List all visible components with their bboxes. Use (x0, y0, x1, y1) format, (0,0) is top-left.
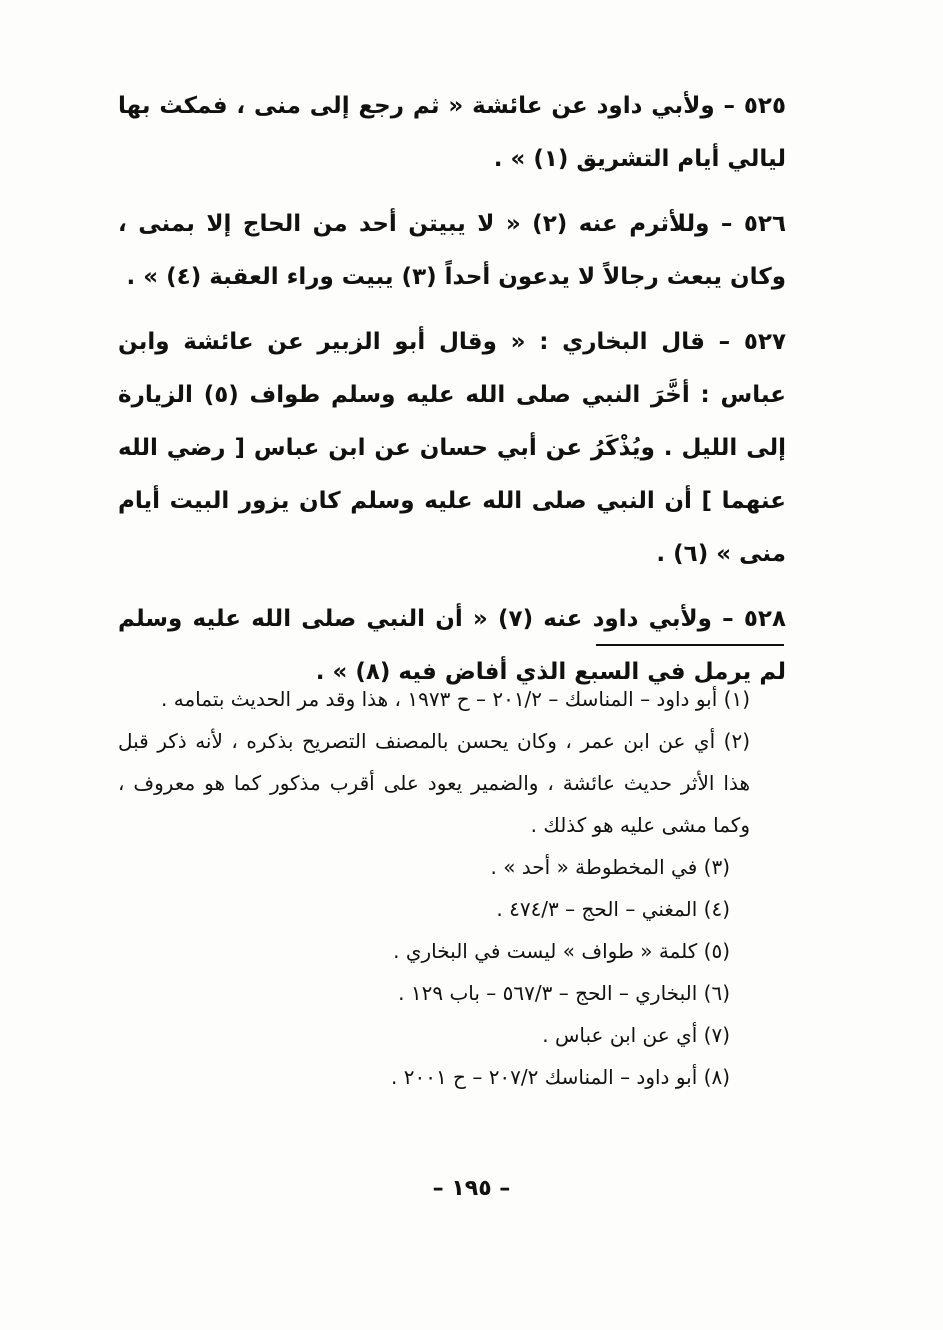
hadith-paragraph-528: ٥٢٨ – ولأبي داود عنه (٧) « أن النبي صلى الله عليه وسلم لم يرمل في السبع الذي أفاض فيه (٨) » . (118, 606, 786, 685)
footnotes (118, 678, 786, 1098)
footnote-5: (٥) كلمة « طواف » ليست في البخاري . (393, 939, 730, 963)
footnote-6: (٦) البخاري – الحج – ٥٦٧/٣ – باب ١٢٩ . (398, 981, 730, 1005)
footnote-1: (١) أبو داود – المناسك – ٢٠١/٢ – ح ١٩٧٣ ، هذا وقد مر الحديث بتمامه . (161, 687, 750, 711)
footnote-4: (٤) المغني – الحج – ٤٧٤/٣ . (496, 897, 730, 921)
footnote-2: (٢) أي عن ابن عمر ، وكان يحسن بالمصنف التصريح بذكره ، لأنه ذكر قبل هذا الأثر حديث عائشة ، والضمير يعود على أقرب مذكور كما هو معروف ، وكما مشى عليه هو كذلك . (118, 729, 750, 837)
hadith-paragraph-527: ٥٢٧ – قال البخاري : « وقال أبو الزبير عن عائشة وابن عباس : أخَّرَ النبي صلى الله عليه وسلم طواف (٥) الزيارة إلى الليل . ويُذْكَرُ عن أبي حسان عن ابن عباس [ رضي الله عنهما ] أن النبي صلى الله عليه وسلم كان يزور البيت أيام منى » (٦) . (118, 329, 786, 567)
page-number: – ١٩٥ – (432, 1176, 511, 1201)
hadith-paragraph-526: ٥٢٦ – وللأثرم عنه (٢) « لا يبيتن أحد من الحاج إلا بمنى ، وكان يبعث رجالاً لا يدعون أحداً (٣) يبيت وراء العقبة (٤) » . (118, 211, 786, 290)
hadith-paragraph-525: ٥٢٥ – ولأبي داود عن عائشة « ثم رجع إلى منى ، فمكث بها ليالي أيام التشريق (١) » . (118, 93, 786, 172)
footnote-3: (٣) في المخطوطة « أحد » . (490, 855, 730, 879)
footnote-separator (596, 644, 784, 646)
footnote-8: (٨) أبو داود – المناسك ٢٠٧/٢ – ح ٢٠٠١ . (391, 1065, 730, 1089)
footnote-7: (٧) أي عن ابن عباس . (542, 1023, 730, 1047)
main-text (118, 80, 786, 711)
